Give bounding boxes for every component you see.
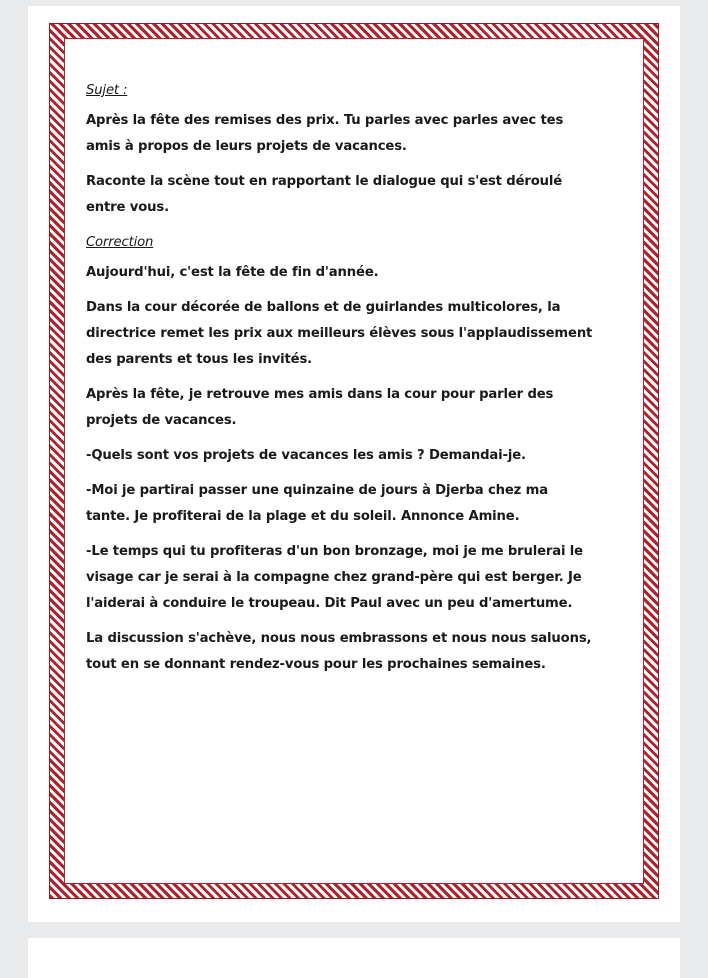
- sujet-paragraph: Après la fête des remises des prix. Tu parles avec parles avec tes amis à propos de leurs projets de vacances.: [86, 113, 564, 154]
- correction-paragraph: -Le temps qui tu profiteras d'un bon bronzage, moi je me brulerai le visage car je serai à la compagne chez grand-père qui est berger. Je l'aiderai à conduire le troupeau. Dit Paul avec un peu d'amertume.: [86, 544, 583, 611]
- correction-paragraph: -Moi je partirai passer une quinzaine de jours à Djerba chez ma tante. Je profiterai de la plage et du soleil. Annonce Amine.: [86, 483, 548, 524]
- correction-paragraph: -Quels sont vos projets de vacances les amis ? Demandai-je.: [86, 448, 526, 463]
- next-page-preview: [28, 938, 680, 978]
- sujet-paragraph: Raconte la scène tout en rapportant le dialogue qui s'est déroulé entre vous.: [86, 174, 563, 215]
- correction-heading: Correction: [86, 235, 154, 250]
- document-content: [86, 78, 596, 687]
- correction-paragraph: La discussion s'achève, nous nous embrassons et nous nous saluons, tout en se donnant rendez-vous pour les prochaines semaines.: [86, 631, 592, 672]
- correction-paragraph: Dans la cour décorée de ballons et de guirlandes multicolores, la directrice remet les prix aux meilleurs élèves sous l'applaudissement des parents et tous les invités.: [86, 300, 593, 367]
- correction-paragraph: Après la fête, je retrouve mes amis dans la cour pour parler des projets de vacances.: [86, 387, 554, 428]
- sujet-heading: Sujet :: [86, 83, 128, 98]
- correction-paragraph: Aujourd'hui, c'est la fête de fin d'année.: [86, 265, 379, 280]
